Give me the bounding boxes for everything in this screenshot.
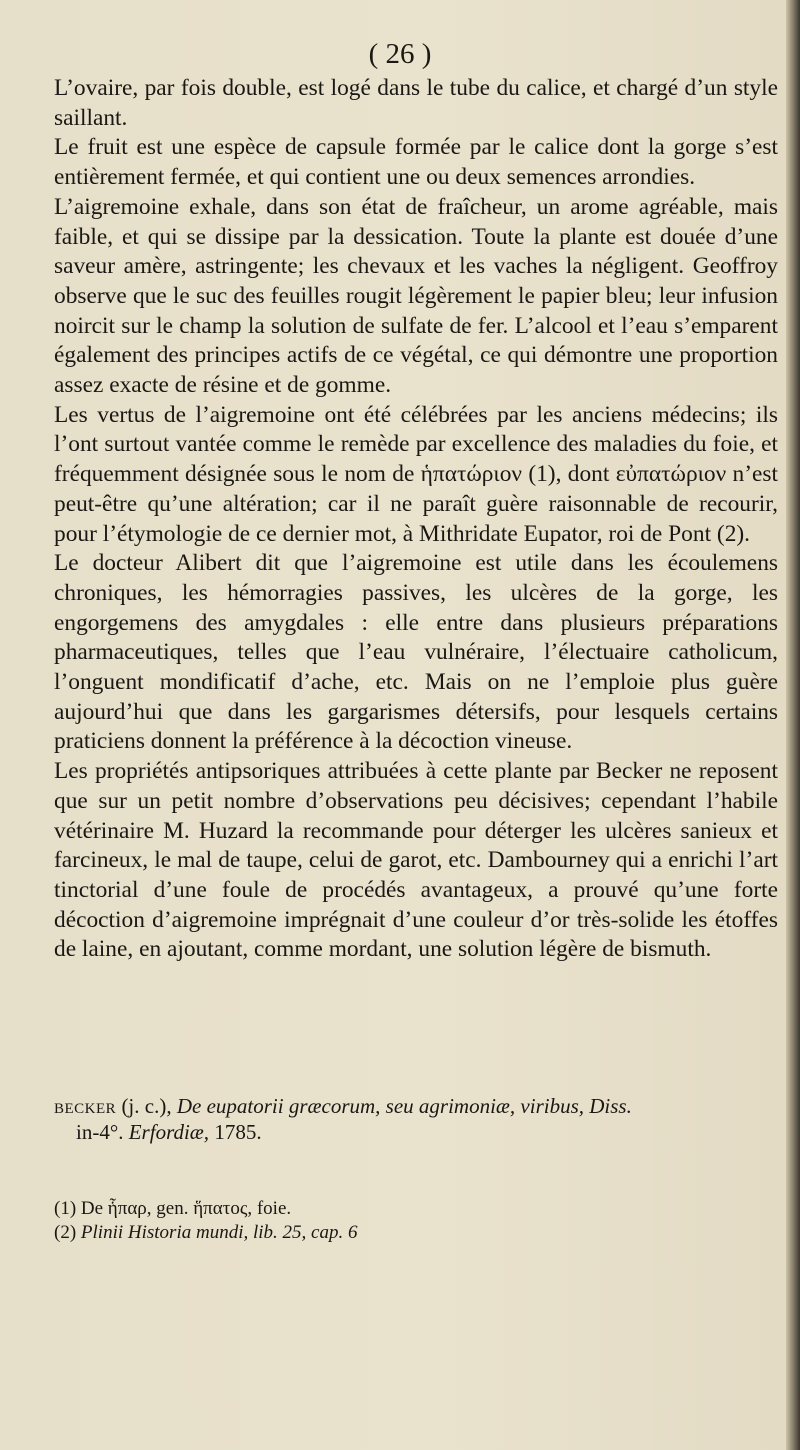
paragraph-properties: L’aigremoine exhale, dans son état de fraîcheur, un arome agréable, mais faible, et qui se dissipe par la dessication. Toute la plante est douée d’une saveur amère, astringente; les chevaux et les vaches la négligent. Geoffroy observe que le suc des feuilles rougit légèrement le papier bleu; leur infusion noircit sur le champ la solution de sulfate de fer. L’alcool et l’eau s’emparent également des principes actifs de ce végétal, ce qui démontre une proportion assez exacte de résine et de gomme.	[54, 193, 778, 399]
paragraph-fruit: Le fruit est une espèce de capsule formée par le calice dont la gorge s’est entièrement fermée, et qui contient une ou deux semences arrondies.	[54, 134, 778, 191]
bib-year: 1785.	[214, 1120, 262, 1144]
footnote	[54, 1197, 778, 1221]
footnote-text: Plinii Historia mundi, lib. 25, cap. 6	[80, 1222, 358, 1243]
footnotes	[54, 1197, 778, 1245]
bib-title: De eupatorii græcorum, seu agrimoniæ, viribus, Diss.	[176, 1094, 632, 1118]
bib-format: in-4°.	[76, 1120, 124, 1144]
page-number: ( 26 )	[368, 38, 432, 70]
footnote	[54, 1221, 778, 1245]
page-edge-shadow	[786, 0, 800, 1450]
paragraph-antipsoric: Les propriétés antipsoriques attribuées à cette plante par Becker ne reposent que sur un petit nombre d’observations peu décisives; cependant l’habile vétérinaire M. Huzard la recommande pour déterger les ulcères sanieux et farcineux, le mal de taupe, celui de garot, etc. Dambourney qui a enrichi l’art tinctorial d’une foule de procédés avantageux, a prouvé qu’une forte décoction d’aigremoine imprégnait d’une couleur d’or très-solide les étoffes de laine, en ajoutant, comme mordant, une solution légère de bismuth.	[54, 758, 778, 963]
paragraph-virtues: Les vertus de l’aigremoine ont été célébrées par les anciens médecins; ils l’ont surtout vantée comme le remède par excellence des maladies du foie, et fréquemment désignée sous le nom de ἡπατώριον (1), dont εὐπατώριον n’est peut-être qu’une altération; car il ne paraît guère raisonnable de recourir, pour l’étymologie de ce dernier mot, à Mithridate Eupator, roi de Pont (2).	[54, 401, 778, 547]
bibliography-entry	[54, 1093, 778, 1145]
paragraph-alibert: Le docteur Alibert dit que l’aigremoine est utile dans les écoulemens chroniques, les hémorragies passives, les ulcères de la gorge, les engorgemens des amygdales : elle entre dans plusieurs préparations pharmaceutiques, telles que l’eau vulnéraire, l’électuaire catholicum, l’onguent mondificatif d’ache, etc. Mais on ne l’emploie plus guère aujourd’hui que dans les gargarismes détersifs, pour lesquels certains praticiens donnent la préférence à la décoction vineuse.	[54, 550, 778, 755]
bib-initials: (j. c.),	[121, 1094, 172, 1118]
bib-author: becker	[54, 1094, 117, 1118]
footnote-text: De ἧπαρ, gen. ἥπατος, foie.	[80, 1198, 292, 1219]
main-text	[54, 74, 778, 965]
paragraph-ovary: L’ovaire, par fois double, est logé dans le tube du calice, et chargé d’un style saillant.	[54, 75, 778, 131]
bib-place: Erfordiæ,	[128, 1120, 210, 1144]
footnote-marker: (2)	[54, 1222, 77, 1243]
footnote-marker: (1)	[54, 1198, 77, 1219]
